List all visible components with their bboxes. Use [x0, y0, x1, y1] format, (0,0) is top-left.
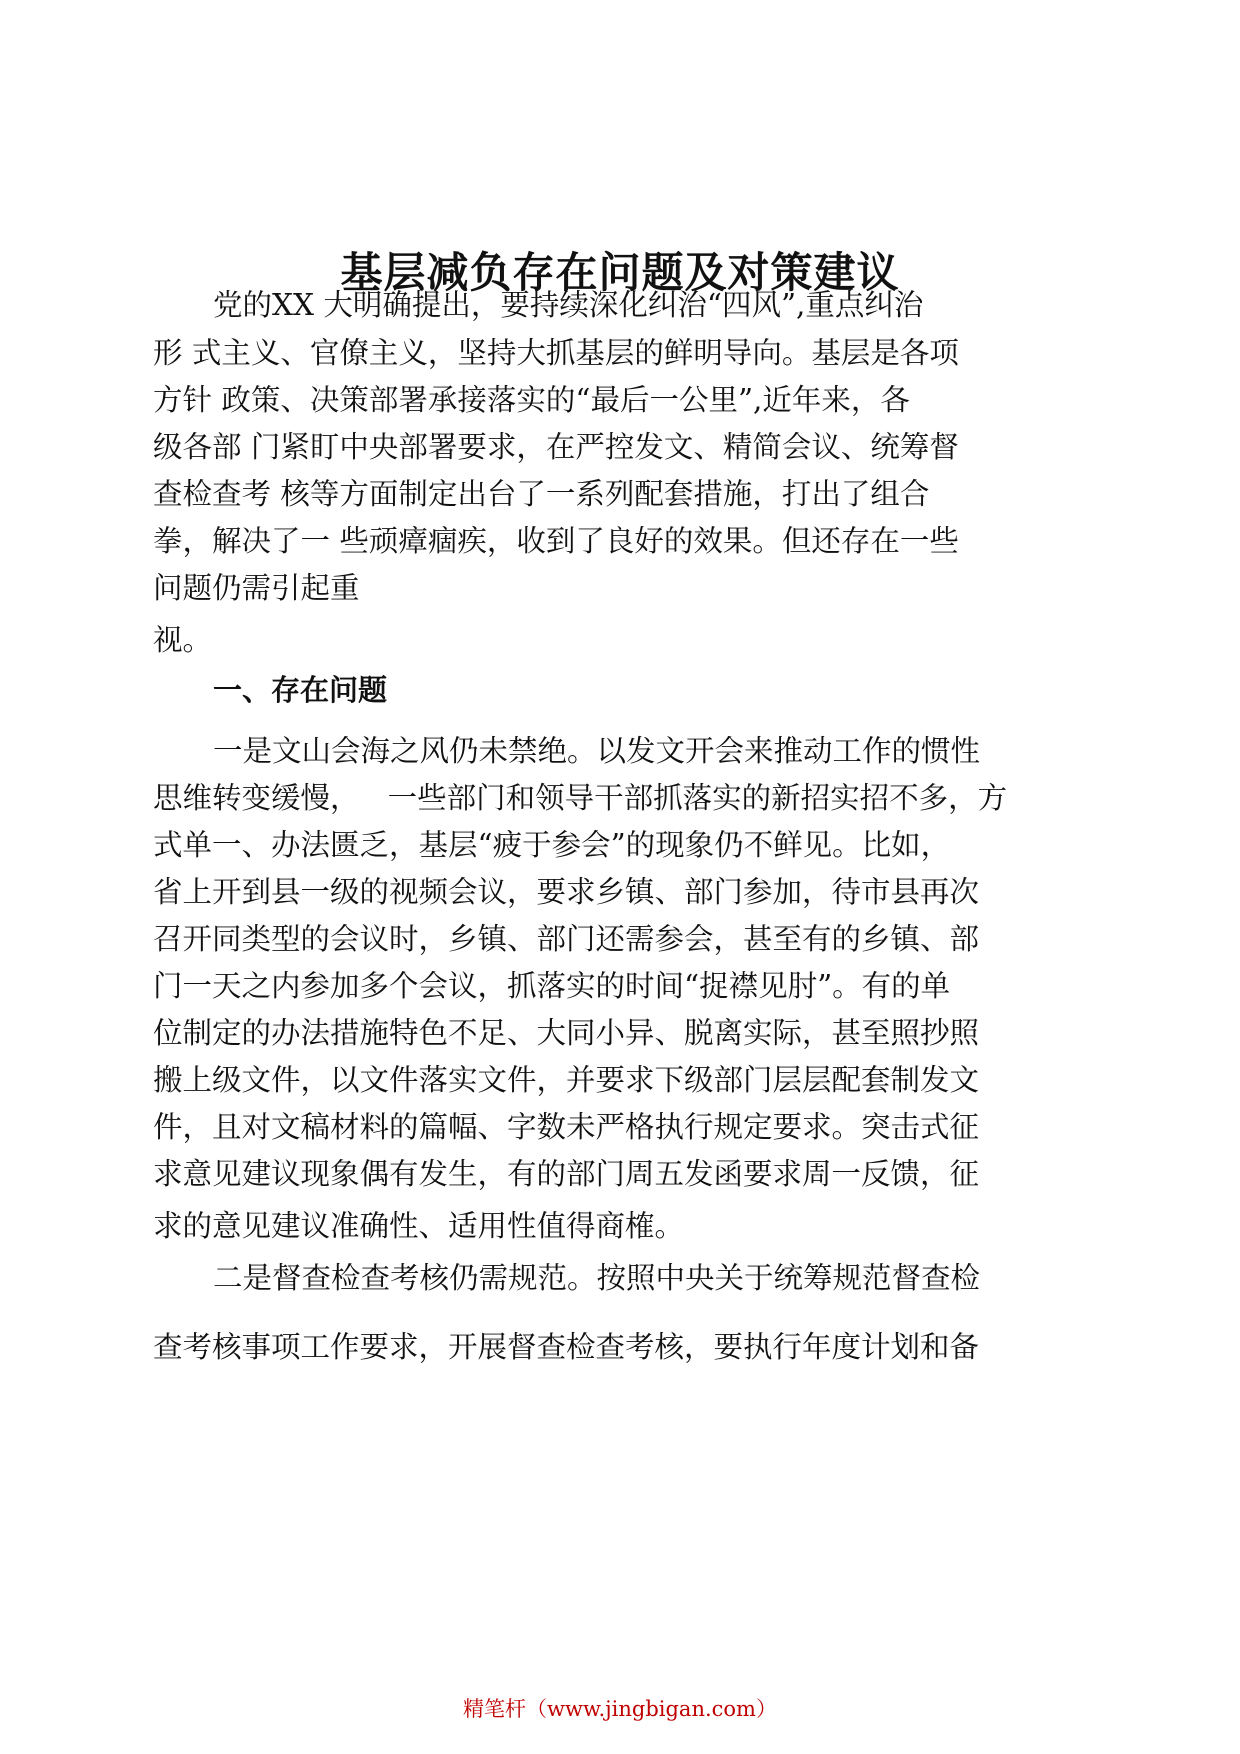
body-line: 搬上级文件，以文件落实文件，并要求下级部门层层配套制发文: [153, 1063, 980, 1097]
body-line: 求的意见建议准确性、适用性值得商榷。: [153, 1209, 685, 1243]
intro-line: 问题仍需引起重: [153, 571, 360, 605]
intro-line: 形 式主义、官僚主义，坚持大抓基层的鲜明导向。基层是各项: [153, 336, 959, 370]
intro-line: 拳，解决了一 些顽瘴痼疾，收到了良好的效果。但还存在一些: [153, 524, 959, 558]
intro-line: 方针 政策、决策部署承接落实的“最后一公里”,近年来，各: [153, 383, 910, 417]
intro-line: 党的XX 大明确提出，要持续深化纠治“四风”,重点纠治: [213, 288, 924, 322]
document-title: 基层减负存在问题及对策建议: [340, 248, 900, 297]
body-line: 件，且对文稿材料的篇幅、字数未严格执行规定要求。突击式征: [153, 1110, 980, 1144]
intro-line: 级各部 门紧盯中央部署要求，在严控发文、精简会议、统筹督: [153, 430, 959, 464]
section-heading: 一、存在问题: [213, 673, 388, 707]
body-line: 省上开到县一级的视频会议，要求乡镇、部门参加，待市县再次: [153, 875, 980, 909]
body-line: 位制定的办法措施特色不足、大同小异、脱离实际，甚至照抄照: [153, 1016, 980, 1050]
body-line: 一是文山会海之风仍未禁绝。以发文开会来推动工作的惯性: [213, 734, 981, 768]
body-line: 查考核事项工作要求，开展督查检查考核，要执行年度计划和备: [153, 1330, 980, 1364]
body-line: 召开同类型的会议时，乡镇、部门还需参会，甚至有的乡镇、部: [153, 922, 980, 956]
intro-line: 视。: [153, 623, 213, 657]
footer-watermark: 精笔杆（www.jingbigan.com）: [463, 1697, 777, 1721]
intro-line: 查检查考 核等方面制定出台了一系列配套措施，打出了组合: [153, 477, 930, 511]
body-line: 式单一、办法匮乏，基层“疲于参会”的现象仍不鲜见。比如，: [153, 828, 951, 862]
body-line: 二是督查检查考核仍需规范。按照中央关于统筹规范督查检: [213, 1261, 981, 1295]
body-line: 求意见建议现象偶有发生，有的部门周五发函要求周一反馈，征: [153, 1157, 980, 1191]
body-line: 门一天之内参加多个会议，抓落实的时间“捉襟见肘”。有的单: [153, 969, 951, 1003]
body-line: 思维转变缓慢， 一些部门和领导干部抓落实的新招实招不多，方: [153, 781, 1008, 815]
